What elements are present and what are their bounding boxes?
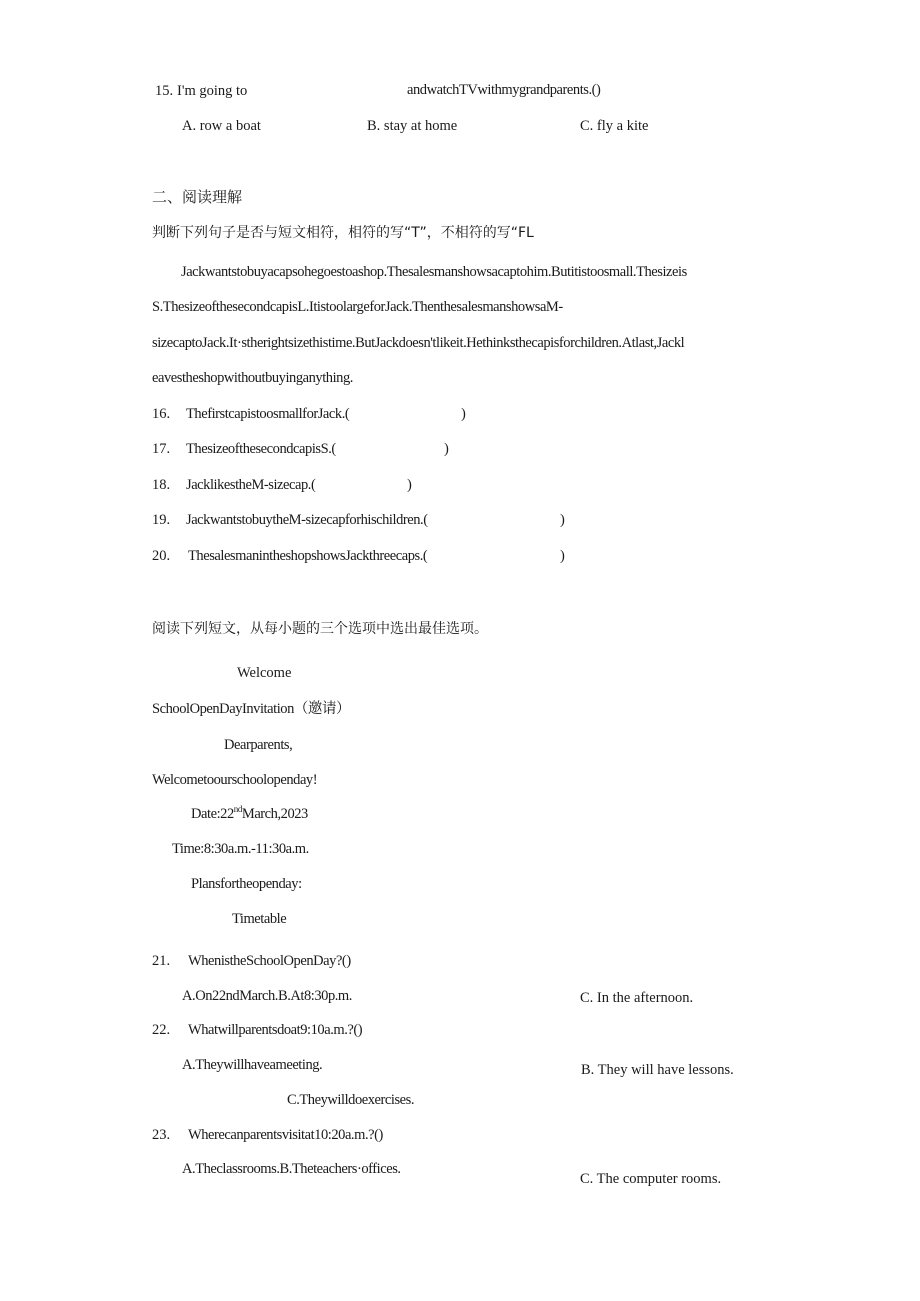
q17-text: ThesizeofthesecondcapisS.(: [186, 441, 336, 457]
q22-option-b: B. They will have lessons.: [581, 1062, 734, 1078]
q15-stem-end: andwatchTVwithmygrandparents.(): [407, 82, 601, 98]
q16-text: ThefirstcapistoosmallforJack.(: [186, 406, 350, 422]
q21-options-ab: A.On22ndMarch.B.At8:30p.m.: [182, 988, 352, 1004]
q15-option-c: C. fly a kite: [580, 118, 649, 134]
date-day: Date:22: [191, 806, 234, 822]
q18-text: JacklikestheM-sizecap.(: [186, 477, 316, 493]
passage-line-3: sizecaptoJack.It·stherightsizethistime.ButJackdoesn'tlikeit.Hethinksthecapisforchildren.Atlast,Jackl: [152, 335, 685, 351]
passage-line-1: Jackwantstobuyacapsohegoestoashop.Thesalesmanshowsacaptohim.Butitistoosmall.Thesizeis: [181, 264, 687, 280]
invitation-welcome: Welcome: [237, 665, 292, 681]
q16-number: 16.: [152, 406, 171, 422]
invitation-intro: Welcometoourschoolopenday!: [152, 772, 318, 788]
q18-close: ): [407, 477, 412, 493]
q18-number: 18.: [152, 477, 171, 493]
q15-stem-start: I'm going to: [177, 83, 248, 99]
q19-text: JackwantstobuytheM-sizecapforhischildren.(: [186, 512, 428, 528]
invitation-title: SchoolOpenDayInvitation（邀请）: [152, 701, 351, 717]
q16-close: ): [461, 406, 466, 422]
q15-number: 15.: [155, 83, 174, 99]
invitation-timetable: Timetable: [232, 911, 287, 927]
q17-close: ): [444, 441, 449, 457]
date-suffix: nd: [233, 804, 242, 814]
q21-stem: WhenistheSchoolOpenDay?(): [188, 953, 351, 969]
q21-option-c: C. In the afternoon.: [580, 990, 694, 1006]
q15-option-b: B. stay at home: [367, 118, 458, 134]
q23-stem: Wherecanparentsvisitat10:20a.m.?(): [188, 1127, 383, 1143]
q22-option-c: C.Theywilldoexercises.: [287, 1092, 415, 1108]
q22-option-a: A.Theywillhaveameeting.: [182, 1057, 323, 1073]
passage-line-4: eavestheshopwithoutbuyinganything.: [152, 370, 353, 386]
section-title: 二、阅读理解: [152, 188, 243, 206]
reading2-instruction: 阅读下列短文，从每小题的三个选项中选出最佳选项。: [152, 621, 488, 637]
q23-number: 23.: [152, 1127, 171, 1143]
date-month-year: March,2023: [241, 806, 308, 822]
q17-number: 17.: [152, 441, 171, 457]
q22-number: 22.: [152, 1022, 171, 1038]
q15-option-a: A. row a boat: [182, 118, 261, 134]
q20-number: 20.: [152, 548, 171, 564]
invitation-plans: Plansfortheopenday:: [191, 876, 302, 892]
q23-option-c: C. The computer rooms.: [580, 1171, 722, 1187]
q23-options-ab: A.Theclassrooms.B.Theteachers·offices.: [182, 1161, 401, 1177]
q19-close: ): [560, 512, 565, 528]
passage-line-2: S.ThesizeofthesecondcapisL.ItistoolargeforJack.ThenthesalesmanshowsaM-: [152, 299, 563, 315]
q20-close: ): [560, 548, 565, 564]
invitation-time: Time:8:30a.m.-11:30a.m.: [172, 841, 309, 857]
invitation-greeting: Dearparents,: [224, 737, 293, 753]
q19-number: 19.: [152, 512, 171, 528]
q21-number: 21.: [152, 953, 171, 969]
q20-text: ThesalesmanintheshopshowsJackthreecaps.(: [188, 548, 428, 564]
section-instruction: 判断下列句子是否与短文相符，相符的写“T”，不相符的写“FL: [152, 225, 534, 241]
invitation-date: [191, 805, 308, 823]
q22-stem: Whatwillparentsdoat9:10a.m.?(): [188, 1022, 363, 1038]
